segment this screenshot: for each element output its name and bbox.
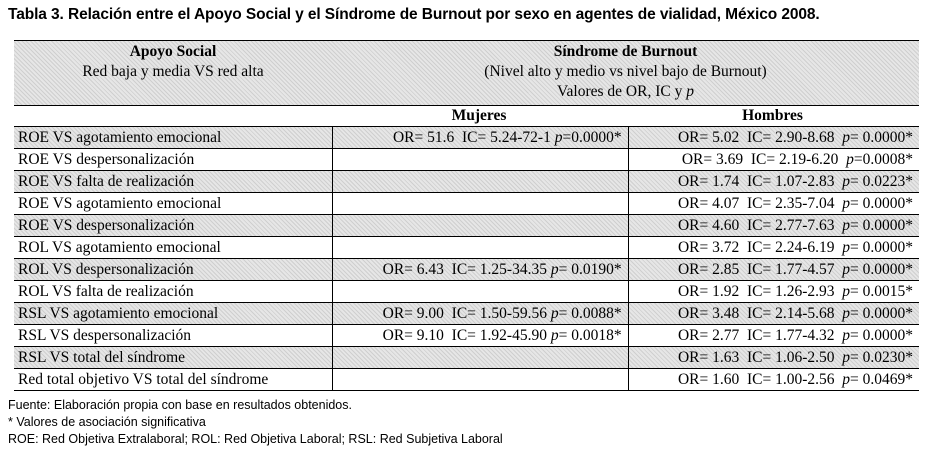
table-notes [8,397,503,448]
row-mujeres-value [332,369,628,391]
row-mujeres-value: OR= 51.6 IC= 5.24-72-1 p=0.0000* [332,127,628,149]
row-mujeres-value: OR= 9.00 IC= 1.50-59.56 p= 0.0088* [332,303,628,325]
row-label: ROL VS despersonalización [14,259,332,281]
row-mujeres-value [332,347,628,369]
row-mujeres-value [332,193,628,215]
subheader-empty [14,106,332,127]
note-line: ROE: Red Objetiva Extralaboral; ROL: Red Objetiva Laboral; RSL: Red Subjetiva Laboral [8,432,503,446]
table-row [14,347,919,369]
table-row [14,215,919,237]
table-header-row [14,41,919,106]
row-label: RSL VS despersonalización [14,325,332,347]
header-burnout [332,41,919,106]
table-row [14,171,919,193]
table-row [14,237,919,259]
row-label: ROL VS agotamiento emocional [14,237,332,259]
results-table [14,40,919,391]
row-hombres-value: OR= 4.07 IC= 2.35-7.04 p= 0.0000* [628,193,919,215]
note-line: Fuente: Elaboración propia con base en resultados obtenidos. [8,398,352,412]
row-hombres-value: OR= 1.74 IC= 1.07-2.83 p= 0.0223* [628,171,919,193]
row-hombres-value: OR= 3.48 IC= 2.14-5.68 p= 0.0000* [628,303,919,325]
table-title: Tabla 3. Relación entre el Apoyo Social y el Síndrome de Burnout por sexo en agentes de vialidad, México 2008. [8,6,820,23]
row-label: ROE VS agotamiento emocional [14,127,332,149]
row-hombres-value: OR= 1.63 IC= 1.06-2.50 p= 0.0230* [628,347,919,369]
row-label: RSL VS agotamiento emocional [14,303,332,325]
header-values-p: p [686,83,694,100]
row-label: ROE VS despersonalización [14,149,332,171]
header-burnout-subtitle: (Nivel alto y medio vs nivel bajo de Burnout) [484,63,767,80]
row-label: ROL VS falta de realización [14,281,332,303]
row-label: ROE VS despersonalización [14,215,332,237]
row-mujeres-value [332,171,628,193]
row-mujeres-value: OR= 9.10 IC= 1.92-45.90 p= 0.0018* [332,325,628,347]
row-hombres-value: OR= 4.60 IC= 2.77-7.63 p= 0.0000* [628,215,919,237]
subheader-hombres: Hombres [628,106,919,127]
row-mujeres-value [332,237,628,259]
row-hombres-value: OR= 2.85 IC= 1.77-4.57 p= 0.0000* [628,259,919,281]
row-mujeres-value [332,215,628,237]
row-label: ROE VS agotamiento emocional [14,193,332,215]
table-row [14,259,919,281]
subheader-row [14,106,919,127]
row-mujeres-value [332,149,628,171]
header-burnout-title: Síndrome de Burnout [553,43,698,60]
subheader-mujeres: Mujeres [332,106,628,127]
header-apoyo-subtitle: Red baja y media VS red alta [82,63,264,80]
row-label: Red total objetivo VS total del síndrome [14,369,332,391]
table-row [14,193,919,215]
table-row [14,325,919,347]
row-mujeres-value [332,281,628,303]
row-label: ROE VS falta de realización [14,171,332,193]
table-row [14,281,919,303]
row-hombres-value: OR= 3.72 IC= 2.24-6.19 p= 0.0000* [628,237,919,259]
row-hombres-value: OR= 1.60 IC= 1.00-2.56 p= 0.0469* [628,369,919,391]
table-row [14,127,919,149]
header-burnout-values [336,82,915,102]
row-label: RSL VS total del síndrome [14,347,332,369]
table-row [14,149,919,171]
row-hombres-value: OR= 3.69 IC= 2.19-6.20 p=0.0008* [628,149,919,171]
table-row [14,303,919,325]
note-line: * Valores de asociación significativa [8,415,206,429]
table-row [14,369,919,391]
header-apoyo-title: Apoyo Social [129,43,217,60]
header-values-prefix: Valores de OR, IC y [557,83,687,100]
header-apoyo-social [14,41,332,106]
row-hombres-value: OR= 5.02 IC= 2.90-8.68 p= 0.0000* [628,127,919,149]
row-mujeres-value: OR= 6.43 IC= 1.25-34.35 p= 0.0190* [332,259,628,281]
row-hombres-value: OR= 1.92 IC= 1.26-2.93 p= 0.0015* [628,281,919,303]
row-hombres-value: OR= 2.77 IC= 1.77-4.32 p= 0.0000* [628,325,919,347]
